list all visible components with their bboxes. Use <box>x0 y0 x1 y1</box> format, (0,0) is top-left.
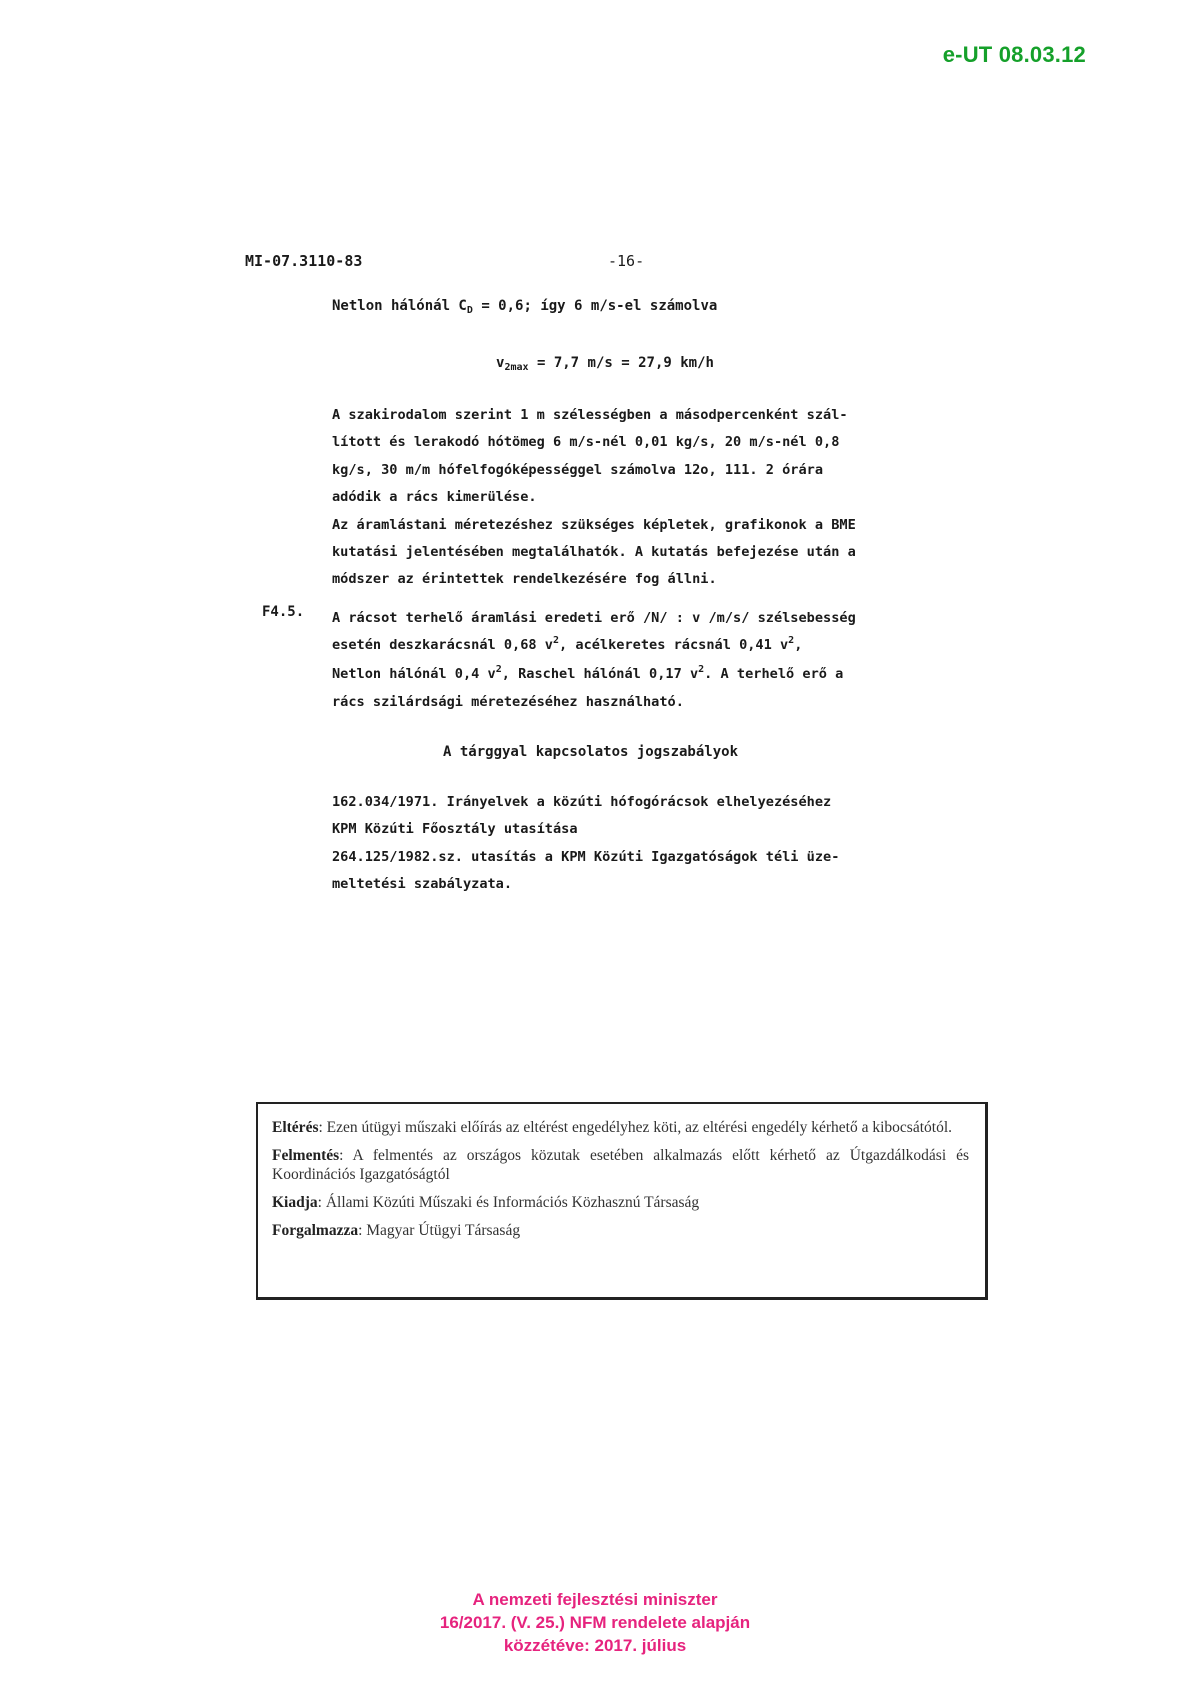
superscript: 2 <box>698 663 705 675</box>
notice-label: Eltérés <box>272 1119 319 1136</box>
notice-elteres <box>272 1118 969 1137</box>
section-title-laws: A tárggyal kapcsolatos jogszabályok <box>443 744 739 760</box>
paragraph-line: lított és lerakodó hótömeg 6 m/s-nél 0,01 kg/s, 20 m/s-nél 0,8 <box>332 434 840 451</box>
law-line: 264.125/1982.sz. utasítás a KPM Közúti Igazgatóságok téli üze- <box>332 848 840 865</box>
netlon-formula-line <box>332 298 717 314</box>
notice-forgalmazza <box>272 1221 969 1240</box>
text-span: Netlon hálónál 0,4 v <box>332 665 496 682</box>
paragraph-line: Az áramlástani méretezéshez szükséges képletek, grafikonok a BME <box>332 516 856 533</box>
notice-text: : Ezen útügyi műszaki előírás az eltérést engedélyhez köti, az eltérési engedély kérhető a kibocsátótól. <box>318 1119 953 1136</box>
footer-line: A nemzeti fejlesztési miniszter <box>472 1590 718 1609</box>
paragraph-snow-load <box>332 402 972 594</box>
netlon-formula-subscript: D <box>466 305 473 316</box>
text-span: , acélkeretes rácsnál 0,41 v <box>559 637 789 654</box>
paragraph-line: A rácsot terhelő áramlási eredeti erő /N/ : v /m/s/ szélsebesség <box>332 610 856 626</box>
law-line: KPM Közúti Főosztály utasítása <box>332 821 578 838</box>
footer-line: közzétéve: 2017. július <box>503 1636 687 1655</box>
superscript: 2 <box>552 635 560 647</box>
text-span: . A terhelő erő a <box>704 665 844 682</box>
netlon-formula-suffix: = 0,6; így 6 m/s-el számolva <box>472 298 718 314</box>
notice-label: Kiadja <box>272 1194 318 1211</box>
vmax-formula-line <box>496 355 714 371</box>
publication-footer <box>0 1588 1190 1657</box>
notice-label: Felmentés <box>272 1147 340 1164</box>
notice-text: : A felmentés az országos közutak esetében alkalmazás előtt kérhető az Útgazdálkodási és Koordinációs Igazgatóságtól <box>272 1147 969 1183</box>
text-span: , Raschel hálónál 0,17 v <box>501 665 699 682</box>
paragraph-line: kutatási jelentésében megtalálhatók. A kutatás befejezése után a <box>332 544 856 561</box>
paragraph-line: adódik a rács kimerülése. <box>332 489 537 506</box>
notice-kiadja <box>272 1193 969 1212</box>
paragraph-line: módszer az érintettek rendelkezésére fog állni. <box>332 571 717 588</box>
footer-line: 16/2017. (V. 25.) NFM rendelete alapján <box>439 1613 751 1632</box>
paragraph-line <box>332 632 972 660</box>
notice-felmentes <box>272 1146 969 1184</box>
vmax-formula-subscript: 2max <box>504 362 529 373</box>
superscript: 2 <box>495 663 502 675</box>
notice-text: : Magyar Útügyi Társaság <box>358 1222 521 1239</box>
text-span: esetén deszkarácsnál 0,68 v <box>332 637 553 654</box>
paragraph-f45 <box>332 605 972 717</box>
notice-label: Forgalmazza <box>272 1222 359 1239</box>
vmax-formula-prefix: v <box>496 355 505 371</box>
law-line: meltetési szabályzata. <box>332 876 513 893</box>
section-marker-f45: F4.5. <box>262 604 305 620</box>
notice-box <box>256 1102 988 1300</box>
document-code: e-UT 08.03.12 <box>942 42 1086 67</box>
vmax-formula-suffix: = 7,7 m/s = 27,9 km/h <box>528 355 714 371</box>
netlon-formula-prefix: Netlon hálónál C <box>332 298 467 314</box>
paragraph-line <box>332 661 972 689</box>
text-span: , <box>794 637 803 654</box>
page-number: -16- <box>608 252 645 270</box>
standard-id: MI-07.3110-83 <box>245 252 363 270</box>
paragraph-line: A szakirodalom szerint 1 m szélességben a másodpercenként szál- <box>332 407 848 423</box>
law-line: 162.034/1971. Irányelvek a közúti hófogórácsok elhelyezéséhez <box>332 794 832 810</box>
laws-list <box>332 789 839 899</box>
superscript: 2 <box>788 635 795 647</box>
notice-text: : Állami Közúti Műszaki és Információs Közhasznú Társaság <box>317 1194 700 1211</box>
paragraph-line: kg/s, 30 m/m hófelfogóképességgel számolva 12o, 111. 2 órára <box>332 461 824 478</box>
paragraph-line: rács szilárdsági méretezéséhez használható. <box>332 694 684 711</box>
